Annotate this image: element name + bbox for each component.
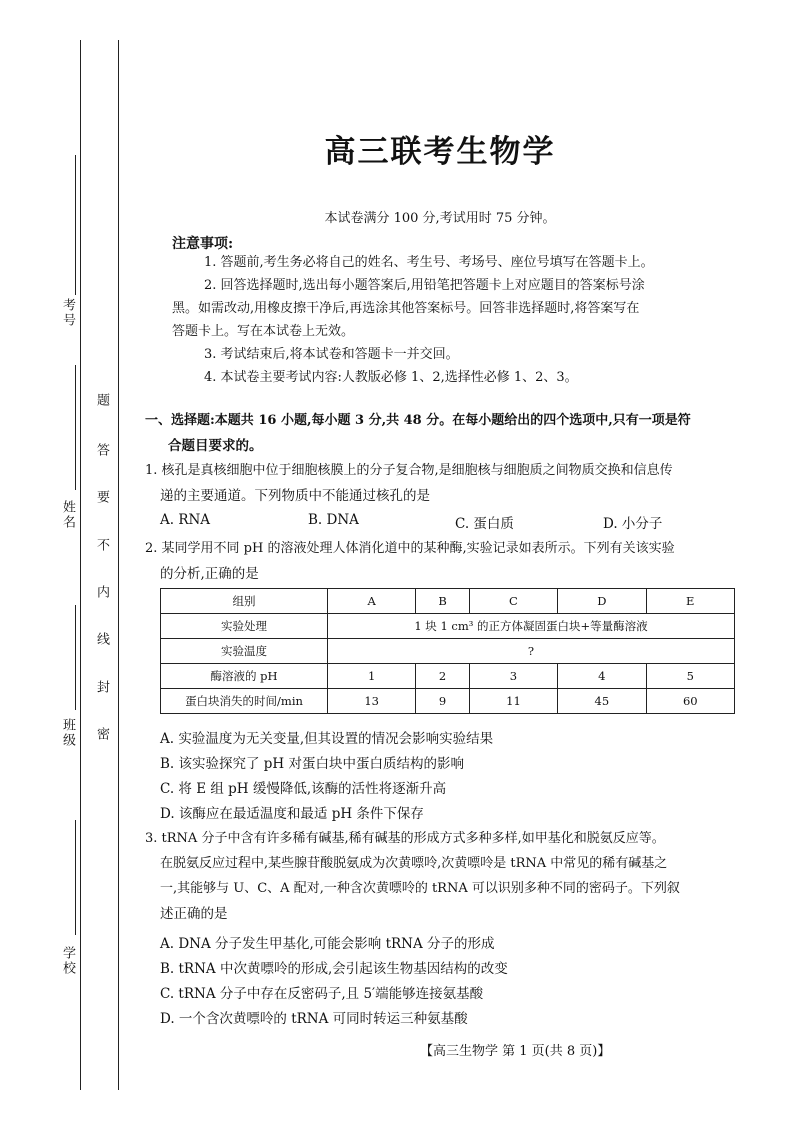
binding-line-outer [80,40,81,1090]
question-2-stem: 2. 某同学用不同 pH 的溶液处理人体消化道中的某种酶,实验记录如表所示。下列有关该实验 [145,541,675,556]
notes-heading: 注意事项: [172,236,234,252]
school-label: 学校 [60,946,75,976]
table-cell: 5 [646,664,734,689]
seal-char: 内 [94,585,109,600]
table-header-cell: D [558,589,646,614]
question-3-stem-cont: 述正确的是 [160,906,228,922]
table-header-cell: A [328,589,416,614]
school-blank [75,820,76,935]
table-row-label: 蛋白块消失的时间/min [161,689,328,714]
table-row-label: 实验温度 [161,639,328,664]
name-label: 姓名 [60,500,75,530]
note-line: 1. 答题前,考生务必将自己的姓名、考生号、考场号、座位号填写在答题卡上。 [204,255,654,270]
table-header-cell: 组别 [161,589,328,614]
seal-char: 要 [94,490,109,505]
table-cell: 11 [469,689,557,714]
q1-option-b: B. DNA [308,512,359,528]
binding-line-inner [118,40,119,1090]
q3-option-d: D. 一个含次黄嘌呤的 tRNA 可同时转运三种氨基酸 [160,1011,468,1027]
seal-char: 不 [94,538,109,553]
note-line: 4. 本试卷主要考试内容:人教版必修 1、2,选择性必修 1、2、3。 [204,370,578,385]
table-header-cell: E [646,589,734,614]
table-cell: 60 [646,689,734,714]
class-blank [75,605,76,710]
note-line: 答题卡上。写在本试卷上无效。 [172,324,355,339]
table-row-label: 实验处理 [161,614,328,639]
class-label: 班级 [60,718,75,748]
question-1-stem-cont: 递的主要通道。下列物质中不能通过核孔的是 [160,488,430,504]
seal-char: 密 [94,727,109,742]
q1-option-a: A. RNA [160,512,211,528]
table-header-cell: C [469,589,557,614]
note-line: 2. 回答选择题时,选出每小题答案后,用铅笔把答题卡上对应题目的答案标号涂 [204,278,645,293]
table-cell: 1 [328,664,416,689]
table-row [161,689,735,714]
seal-char: 题 [94,393,109,408]
table-cell: 13 [328,689,416,714]
section-heading: 一、选择题:本题共 16 小题,每小题 3 分,共 48 分。在每小题给出的四个选项中,只有一项是符 [145,413,691,428]
table-header-cell: B [416,589,469,614]
table-row [161,639,735,664]
table-cell: 4 [558,664,646,689]
table-cell: 9 [416,689,469,714]
q2-option-b: B. 该实验探究了 pH 对蛋白块中蛋白质结构的影响 [160,756,464,772]
page-footer: 【高三生物学 第 1 页(共 8 页)】 [420,1044,611,1059]
table-row [161,614,735,639]
table-cell: ? [328,639,735,664]
section-heading-cont: 合题目要求的。 [168,438,263,454]
q3-option-b: B. tRNA 中次黄嘌呤的形成,会引起该生物基因结构的改变 [160,961,508,977]
q1-option-c: C. 蛋白质 [455,516,514,532]
question-3-stem-cont: 在脱氨反应过程中,某些腺苷酸脱氨成为次黄嘌呤,次黄嘌呤是 tRNA 中常见的稀有碱基之 [160,856,668,871]
q3-option-a: A. DNA 分子发生甲基化,可能会影响 tRNA 分子的形成 [160,936,495,952]
question-1-stem: 1. 核孔是真核细胞中位于细胞核膜上的分子复合物,是细胞核与细胞质之间物质交换和信息传 [145,463,673,478]
seal-char: 答 [94,443,109,458]
q2-option-a: A. 实验温度为无关变量,但其设置的情况会影响实验结果 [160,731,494,747]
experiment-table [160,588,735,714]
table-cell: 2 [416,664,469,689]
table-cell: 1 块 1 cm³ 的正方体凝固蛋白块+等量酶溶液 [328,614,735,639]
question-3-stem: 3. tRNA 分子中含有许多稀有碱基,稀有碱基的形成方式多种多样,如甲基化和脱氨反应等。 [145,831,665,846]
table-cell: 3 [469,664,557,689]
name-blank [75,365,76,490]
note-line: 黑。如需改动,用橡皮擦干净后,再选涂其他答案标号。回答非选择题时,将答案写在 [172,301,640,316]
table-row [161,664,735,689]
question-2-stem-cont: 的分析,正确的是 [160,566,259,582]
table-cell: 45 [558,689,646,714]
seal-char: 封 [94,680,109,695]
q2-option-c: C. 将 E 组 pH 缓慢降低,该酶的活性将逐渐升高 [160,781,447,797]
exam-info: 本试卷满分 100 分,考试用时 75 分钟。 [324,211,556,226]
q3-option-c: C. tRNA 分子中存在反密码子,且 5′端能够连接氨基酸 [160,986,484,1002]
question-3-stem-cont: 一,其能够与 U、C、A 配对,一种含次黄嘌呤的 tRNA 可以识别多种不同的密码子。下列叙 [160,881,680,896]
exam-no-label: 考号 [60,298,75,328]
note-line: 3. 考试结束后,将本试卷和答题卡一并交回。 [204,347,459,362]
q2-option-d: D. 该酶应在最适温度和最适 pH 条件下保存 [160,806,424,822]
page-title: 高三联考生物学 [324,134,556,170]
table-row [161,589,735,614]
seal-char: 线 [94,632,109,647]
q1-option-d: D. 小分子 [603,516,663,532]
table-row-label: 酶溶液的 pH [161,664,328,689]
